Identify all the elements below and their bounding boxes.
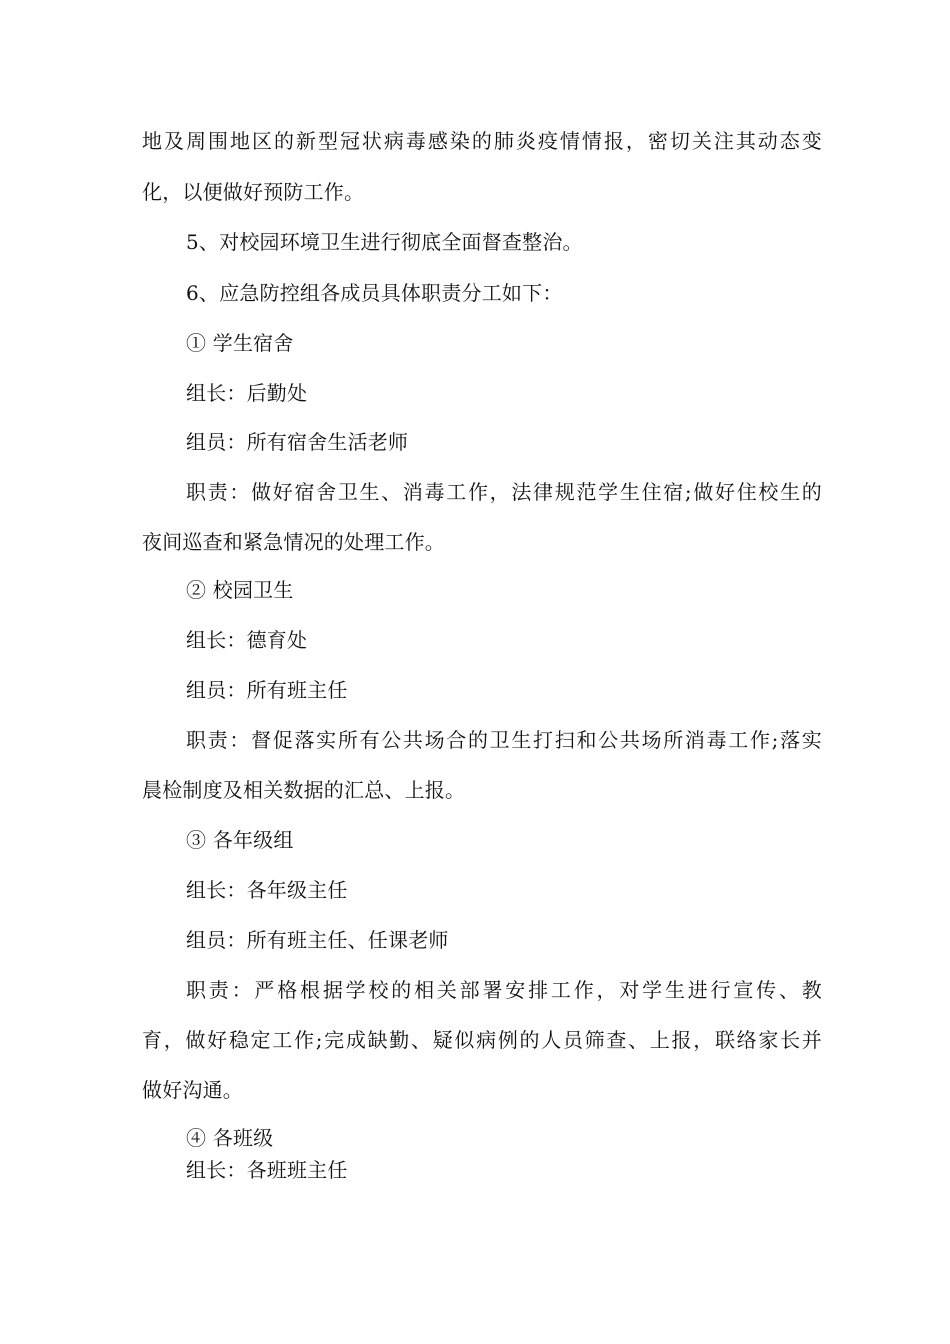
paragraph-line: 地及周围地区的新型冠状病毒感染的肺炎疫情情报，密切关注其动态变 xyxy=(142,129,822,153)
paragraph-line: 育，做好稳定工作;完成缺勤、疑似病例的人员筛查、上报，联络家长并 xyxy=(142,1028,822,1052)
paragraph-line: 组员：所有班主任、任课老师 xyxy=(186,928,449,952)
paragraph-line: 组员：所有班主任 xyxy=(186,678,348,702)
paragraph-line: 夜间巡查和紧急情况的处理工作。 xyxy=(142,530,445,554)
paragraph-line: 职责：做好宿舍卫生、消毒工作，法律规范学生住宿;做好住校生的 xyxy=(186,480,822,504)
paragraph-line: 组长：后勤处 xyxy=(186,381,308,405)
section-heading: ② 校园卫生 xyxy=(186,578,294,602)
paragraph-line: 职责：督促落实所有公共场合的卫生打扫和公共场所消毒工作;落实 xyxy=(186,728,822,752)
paragraph-line: 职责：严格根据学校的相关部署安排工作，对学生进行宣传、教 xyxy=(186,978,822,1002)
paragraph-line: 组长：德育处 xyxy=(186,628,308,652)
paragraph-line: 组长：各班班主任 xyxy=(186,1158,348,1182)
paragraph-line: 组员：所有宿舍生活老师 xyxy=(186,430,409,454)
section-heading: ① 学生宿舍 xyxy=(186,331,294,355)
section-heading: ③ 各年级组 xyxy=(186,828,294,852)
paragraph-line: 晨检制度及相关数据的汇总、上报。 xyxy=(142,778,466,802)
section-heading: ④ 各班级 xyxy=(186,1126,274,1150)
list-item: 5、对校园环境卫生进行彻底全面督查整治。 xyxy=(186,230,583,254)
paragraph-line: 化，以便做好预防工作。 xyxy=(142,180,365,204)
list-item: 6、应急防控组各成员具体职责分工如下： xyxy=(186,281,563,305)
paragraph-line: 组长：各年级主任 xyxy=(186,878,348,902)
paragraph-line: 做好沟通。 xyxy=(142,1078,243,1102)
